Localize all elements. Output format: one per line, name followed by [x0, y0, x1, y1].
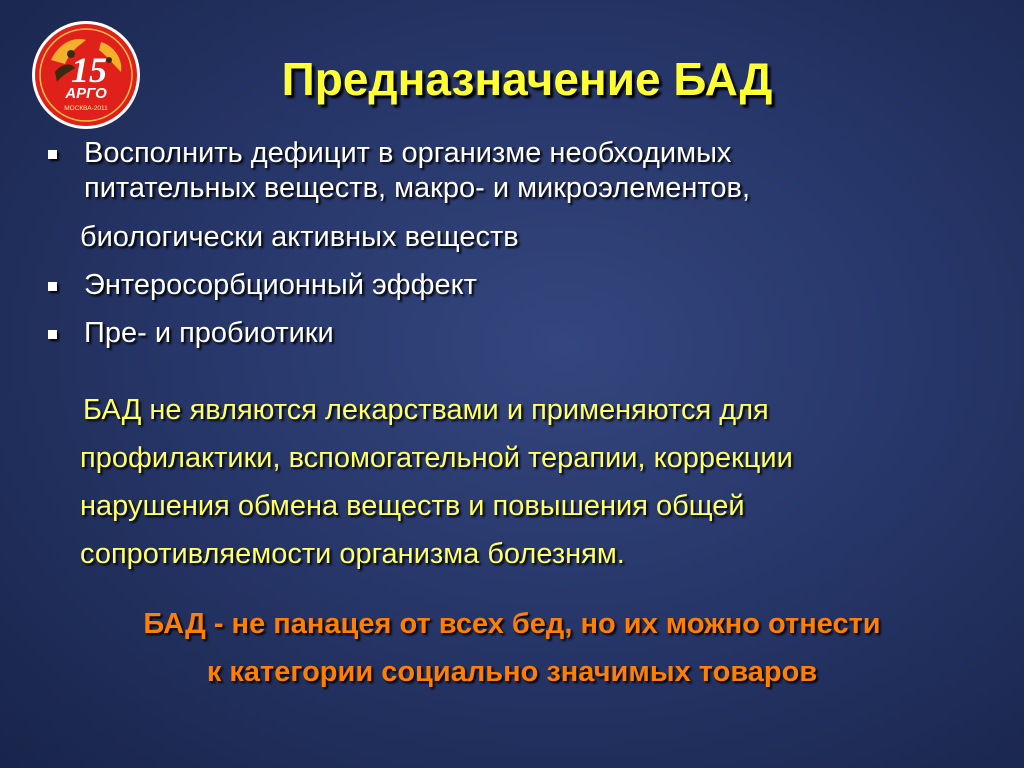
conclusion-line: к категории социально значимых товаров [206, 656, 818, 688]
bullet-text-line: Пре- и пробиотики [84, 317, 334, 349]
note-line: нарушения обмена веществ и повышения общей [80, 490, 745, 522]
bullet-square-icon [48, 150, 57, 159]
conclusion-line: БАД - не панацея от всех бед, но их можно отнести [143, 608, 881, 640]
bullet-text-line: Восполнить дефицит в организме необходимых [84, 137, 732, 169]
note-line: БАД не являются лекарствами и применяются для [83, 394, 769, 426]
logo-name: АРГО [65, 85, 107, 102]
bullet-square-icon [48, 330, 57, 339]
bullet-text-line: Энтеросорбционный эффект [84, 269, 477, 301]
conclusion-text [0, 600, 1024, 696]
bullet-text-line: питательных веществ, макро- и микроэлементов, [84, 172, 750, 204]
slide-title: Предназначение БАД [281, 53, 773, 105]
bullet-list [46, 136, 946, 351]
note-line: сопротивляемости организма болезням. [80, 538, 625, 570]
bullet-item-deficit [46, 136, 946, 255]
logo-caption: МОСКВА-2011 [64, 105, 108, 112]
bullet-item-enterosorption [46, 268, 946, 303]
note-line: профилактики, вспомогательной терапии, коррекции [80, 442, 793, 474]
bullet-square-icon [48, 282, 57, 291]
bullet-text-line: биологически активных веществ [80, 221, 519, 253]
logo-number: 15 [71, 50, 107, 90]
note-paragraph [80, 386, 960, 578]
bullet-item-probiotics [46, 316, 946, 351]
